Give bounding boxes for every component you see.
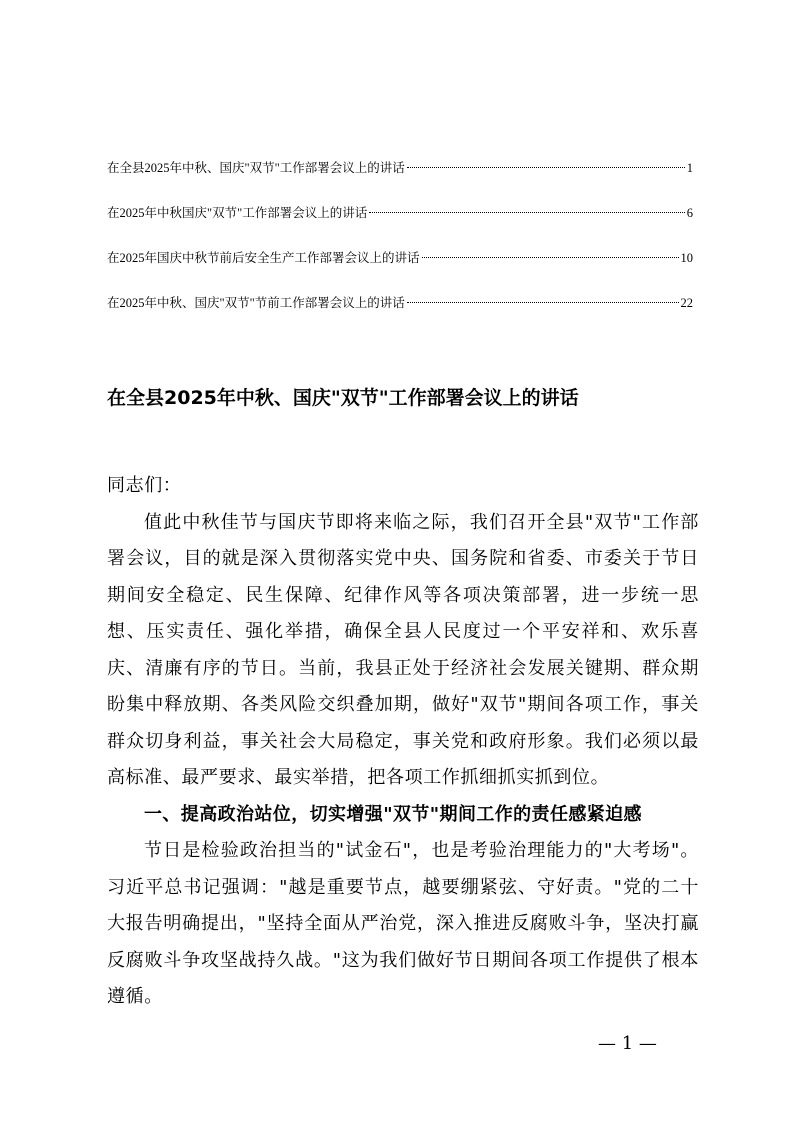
table-of-contents [107, 158, 693, 338]
toc-dot-leader [422, 257, 679, 258]
toc-entry-title: 在2025年中秋国庆"双节"工作部署会议上的讲话 [107, 206, 368, 220]
toc-entry[interactable] [107, 203, 693, 248]
toc-entry[interactable] [107, 248, 693, 293]
toc-entry-title: 在全县2025年中秋、国庆"双节"工作部署会议上的讲话 [107, 161, 405, 175]
toc-entry-page: 22 [680, 296, 693, 310]
body-paragraph: 值此中秋佳节与国庆节即将来临之际，我们召开全县"双节"工作部署会议，目的就是深入贯彻落实党中央、国务院和省委、市委关于节日期间安全稳定、民生保障、纪律作风等各项决策部署，进一步统一思想、压实责任、强化举措，确保全县人民度过一个平安祥和、欢乐喜庆、清廉有序的节日。当前，我县正处于经济社会发展关键期、群众期盼集中释放期、各类风险交织叠加期，做好"双节"期间各项工作，事关群众切身利益，事关社会大局稳定，事关党和政府形象。我们必须以最高标准、最严要求、最实举措，把各项工作抓细抓实抓到位。 [107, 511, 699, 788]
toc-entry-page: 1 [686, 161, 693, 175]
page-number: — 1 — [598, 1033, 657, 1054]
toc-dot-leader [369, 212, 685, 213]
greeting: 同志们： [107, 475, 182, 496]
toc-entry-title: 在2025年国庆中秋节前后安全生产工作部署会议上的讲话 [107, 251, 420, 265]
toc-entry[interactable] [107, 293, 693, 338]
document-title: 在全县2025年中秋、国庆"双节"工作部署会议上的讲话 [107, 386, 579, 409]
toc-dot-leader [407, 302, 679, 303]
toc-entry-title: 在2025年中秋、国庆"双节"节前工作部署会议上的讲话 [107, 296, 405, 310]
toc-entry[interactable] [107, 158, 693, 203]
body-paragraph: 节日是检验政治担当的"试金石"，也是考验治理能力的"大考场"。习近平总书记强调："越是重要节点，越要绷紧弦、守好责。"党的二十大报告明确提出，"坚持全面从严治党，深入推进反腐败斗争，坚决打赢反腐败斗争攻坚战持久战。"这为我们做好节日期间各项工作提供了根本遵循。 [107, 840, 699, 1007]
toc-entry-page: 10 [680, 251, 693, 265]
toc-dot-leader [407, 167, 685, 168]
toc-entry-page: 6 [686, 206, 693, 220]
document-body [107, 468, 699, 1016]
section-heading: 一、提高政治站位，切实增强"双节"期间工作的责任感紧迫感 [144, 803, 642, 825]
